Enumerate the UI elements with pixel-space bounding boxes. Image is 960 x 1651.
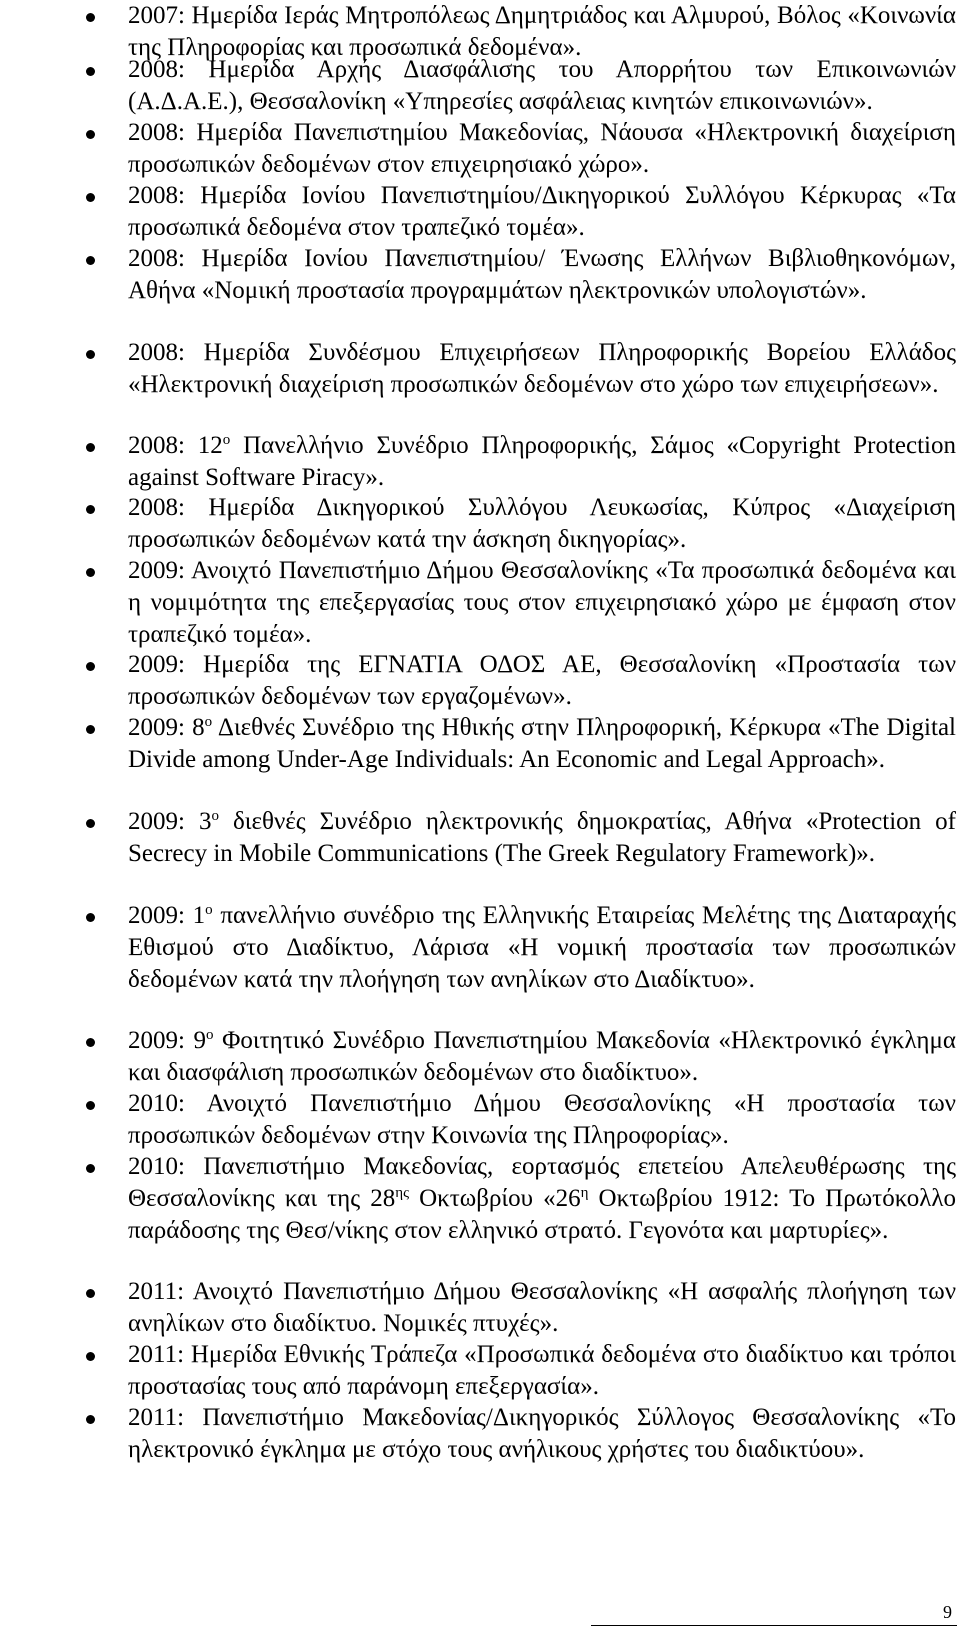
bullet-icon — [86, 505, 95, 514]
entry-text: Διεθνές Συνέδριο της Ηθικής στην Πληροφορική, Κέρκυρα «The Digital Divide among Under-Age Individuals: An Economic and Legal Approach». — [128, 714, 956, 773]
bullet-icon — [86, 1415, 95, 1424]
entry-text: 2008: 12 — [128, 432, 223, 459]
entry-text: 2009: 9 — [128, 1027, 207, 1054]
bullet-icon — [86, 1038, 95, 1047]
list-item — [0, 492, 960, 556]
ordinal-superscript: ο — [222, 432, 231, 448]
bullet-icon — [86, 67, 95, 76]
entry-text: 2011: Ημερίδα Εθνικής Τράπεζα «Προσωπικά δεδομένα στο διαδίκτυο και τρόποι προστασίας τους από παράνομη επεξεργασία». — [128, 1341, 956, 1400]
footer-rule — [591, 1625, 957, 1626]
list-item — [0, 1025, 960, 1089]
list-item — [0, 243, 960, 307]
list-item — [0, 430, 960, 494]
entry-text: 2008: Ημερίδα Πανεπιστημίου Μακεδονίας, Νάουσα «Ηλεκτρονική διαχείριση προσωπικών δεδομένων στον επιχειρησιακό χώρο». — [128, 119, 956, 178]
bullet-icon — [86, 568, 95, 577]
list-item — [0, 117, 960, 181]
bullet-icon — [86, 662, 95, 671]
entry-text: 2011: Πανεπιστήμιο Μακεδονίας/Δικηγορικός Σύλλογος Θεσσαλονίκης «Το ηλεκτρονικό έγκλημα με στόχο τους ανήλικους χρήστες του διαδικτύου». — [128, 1404, 956, 1463]
entry-text: 2009: 3 — [128, 808, 212, 835]
bullet-icon — [86, 130, 95, 139]
ordinal-superscript: ο — [204, 714, 213, 730]
list-item — [0, 54, 960, 118]
entry-text: Φοιτητικό Συνέδριο Πανεπιστημίου Μακεδονία «Ηλεκτρονικό έγκλημα και διασφάλιση προσωπικών δεδομένων στο διαδίκτυο». — [128, 1027, 956, 1086]
ordinal-superscript: ης — [395, 1185, 410, 1201]
entry-text: Οκτωβρίου «26 — [409, 1185, 581, 1212]
list-item — [0, 1151, 960, 1247]
bullet-icon — [86, 725, 95, 734]
entry-text: διεθνές Συνέδριο ηλεκτρονικής δημοκρατίας, Αθήνα «Protection of Secrecy in Mobile Communications (The Greek Regulatory Framework)». — [128, 808, 957, 867]
list-item — [0, 806, 960, 870]
entry-text: Πανελλήνιο Συνέδριο Πληροφορικής, Σάμος «Copyright Protection against Software Piracy». — [128, 432, 956, 491]
entry-text: 2007: Ημερίδα Ιεράς Μητροπόλεως Δημητριάδος και Αλμυρού, Βόλος «Κοινωνία της Πληροφορίας και προσωπικά δεδομένα». — [128, 2, 956, 61]
entry-text: 2010: Ανοιχτό Πανεπιστήμιο Δήμου Θεσσαλονίκης «Η προστασία των προσωπικών δεδομένων στην Κοινωνία της Πληροφορίας». — [128, 1090, 956, 1149]
entry-text: 2008: Ημερίδα Ιονίου Πανεπιστημίου/Δικηγορικού Συλλόγου Κέρκυρας «Τα προσωπικά δεδομένα στον τραπεζικό τομέα». — [128, 182, 956, 241]
entry-text: 2010: Πανεπιστήμιο Μακεδονίας, εορτασμός επετείου Απελευθέρωσης της Θεσσαλονίκης και της 28 — [128, 1153, 956, 1212]
bullet-icon — [86, 819, 95, 828]
list-item — [0, 555, 960, 651]
bullet-icon — [86, 913, 95, 922]
bullet-icon — [86, 1289, 95, 1298]
entry-text: πανελλήνιο συνέδριο της Ελληνικής Εταιρείας Μελέτης της Διαταραχής Εθισμού στο Διαδίκτυο, Λάρισα «Η νομική προστασία των προσωπικών δεδομένων κατά την πλοήγηση των ανηλίκων στο Διαδίκτυο». — [128, 902, 956, 993]
bullet-icon — [86, 256, 95, 265]
entry-text: 2008: Ημερίδα Συνδέσμου Επιχειρήσεων Πληροφορικής Βορείου Ελλάδος «Ηλεκτρονική διαχείριση προσωπικών δεδομένων στο χώρο των επιχειρήσεων». — [128, 339, 956, 398]
ordinal-superscript: ο — [211, 808, 219, 824]
entry-text: 2011: Ανοιχτό Πανεπιστήμιο Δήμου Θεσσαλονίκης «Η ασφαλής πλοήγηση των ανηλίκων στο διαδίκτυο. Νομικές πτυχές». — [128, 1278, 956, 1337]
ordinal-superscript: ο — [205, 902, 213, 918]
bullet-icon — [86, 443, 95, 452]
list-item — [0, 712, 960, 776]
bullet-icon — [86, 1352, 95, 1361]
bullet-icon — [86, 193, 95, 202]
entry-text: 2009: Ανοιχτό Πανεπιστήμιο Δήμου Θεσσαλονίκης «Τα προσωπικά δεδομένα και η νομιμότητα της επεξεργασίας τους στον επιχειρησιακό χώρο με έμφαση στον τραπεζικό τομέα». — [128, 557, 956, 648]
ordinal-superscript: η — [580, 1185, 589, 1201]
bullet-icon — [86, 350, 95, 359]
bullet-icon — [86, 13, 95, 22]
list-item — [0, 180, 960, 244]
list-item — [0, 1276, 960, 1340]
bullet-icon — [86, 1164, 95, 1173]
list-item — [0, 1339, 960, 1403]
entry-text: 2009: 1 — [128, 902, 206, 929]
page-number: 9 — [943, 1602, 952, 1622]
list-item — [0, 337, 960, 401]
entry-text: 2008: Ημερίδα Δικηγορικού Συλλόγου Λευκωσίας, Κύπρος «Διαχείριση προσωπικών δεδομένων κατά την άσκηση δικηγορίας». — [128, 494, 956, 553]
list-item — [0, 1402, 960, 1466]
entry-text: Οκτωβρίου 1912: Το Πρωτόκολλο παράδοσης της Θεσ/νίκης στον ελληνικό στρατό. Γεγονότα και μαρτυρίες». — [128, 1185, 956, 1244]
entry-text: 2009: Ημερίδα της ΕΓΝΑΤΙΑ ΟΔΟΣ ΑΕ, Θεσσαλονίκη «Προστασία των προσωπικών δεδομένων των εργαζομένων». — [128, 651, 956, 710]
entry-text: 2008: Ημερίδα Ιονίου Πανεπιστημίου/ Ένωσης Ελλήνων Βιβλιοθηκονόμων, Αθήνα «Νομική προστασία προγραμμάτων ηλεκτρονικών υπολογιστών». — [128, 245, 956, 304]
list-item — [0, 649, 960, 713]
ordinal-superscript: ο — [206, 1027, 214, 1043]
bullet-icon — [86, 1101, 95, 1110]
list-item — [0, 1088, 960, 1152]
entry-text: 2009: 8 — [128, 714, 205, 741]
entry-text: 2008: Ημερίδα Αρχής Διασφάλισης του Απορρήτου των Επικοινωνιών (Α.Δ.Α.Ε.), Θεσσαλονίκη «Υπηρεσίες ασφάλειας κινητών επικοινωνιών». — [128, 56, 956, 115]
list-item — [0, 900, 960, 996]
